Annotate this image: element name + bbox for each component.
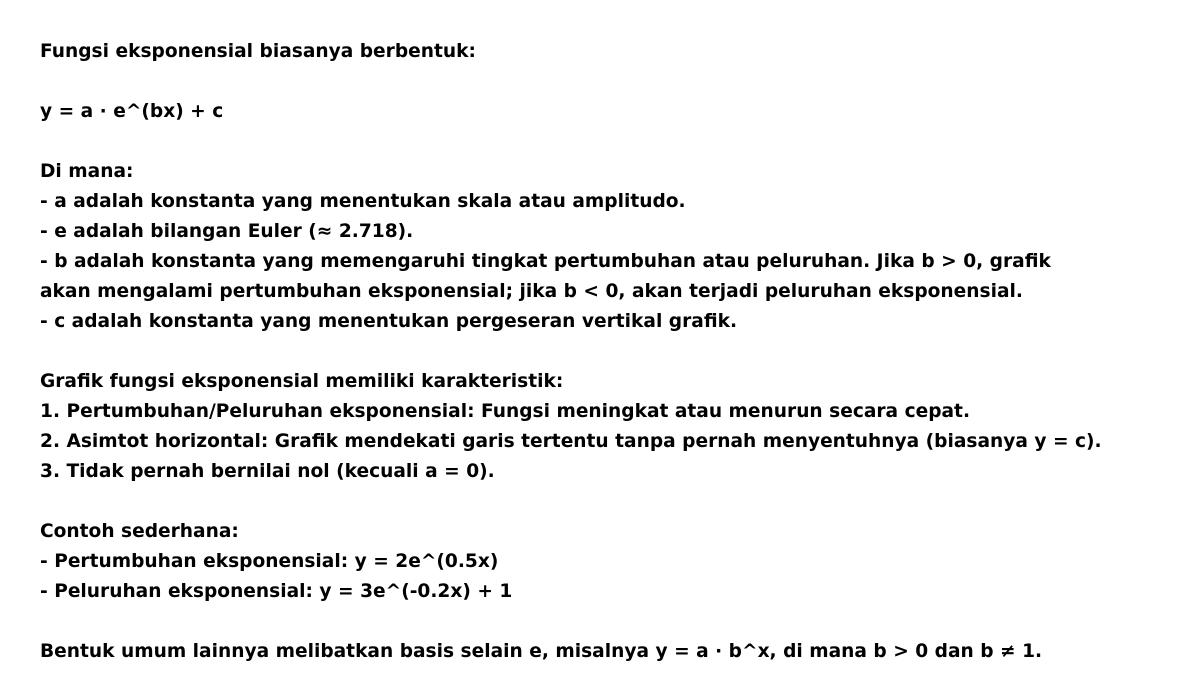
characteristic-item: 3. Tidak pernah bernilai nol (kecuali a = 0). xyxy=(40,461,495,482)
spacer xyxy=(40,337,1190,367)
definition-line: - a adalah konstanta yang menentukan skala atau amplitudo. xyxy=(40,191,686,212)
spacer xyxy=(40,487,1190,517)
definition-line: - e adalah bilangan Euler (≈ 2.718). xyxy=(40,221,414,242)
examples-heading: Contoh sederhana: xyxy=(40,521,239,542)
spacer xyxy=(40,67,1190,97)
example-item: - Peluruhan eksponensial: y = 3e^(-0.2x) + 1 xyxy=(40,581,513,602)
spacer xyxy=(40,127,1190,157)
closing-text: Bentuk umum lainnya melibatkan basis selain e, misalnya y = a · b^x, di mana b > 0 dan b ≠ 1. xyxy=(40,641,1043,662)
intro-text: Fungsi eksponensial biasanya berbentuk: xyxy=(40,41,476,62)
definition-line: - c adalah konstanta yang menentukan pergeseran vertikal grafik. xyxy=(40,311,738,332)
characteristics-heading: Grafik fungsi eksponensial memiliki karakteristik: xyxy=(40,371,564,392)
where-heading: Di mana: xyxy=(40,161,134,182)
characteristic-item: 1. Pertumbuhan/Peluruhan eksponensial: Fungsi meningkat atau menurun secara cepat. xyxy=(40,401,971,422)
spacer xyxy=(40,607,1190,637)
definition-line: - b adalah konstanta yang memengaruhi tingkat pertumbuhan atau peluruhan. Jika b > 0, grafik xyxy=(40,251,1051,272)
formula-text: y = a · e^(bx) + c xyxy=(40,101,224,122)
document-body xyxy=(40,37,1190,667)
definition-line: akan mengalami pertumbuhan eksponensial; jika b < 0, akan terjadi peluruhan eksponensial. xyxy=(40,281,1023,302)
example-item: - Pertumbuhan eksponensial: y = 2e^(0.5x) xyxy=(40,551,499,572)
characteristic-item: 2. Asimtot horizontal: Grafik mendekati garis tertentu tanpa pernah menyentuhnya (biasanya y = c). xyxy=(40,431,1102,452)
